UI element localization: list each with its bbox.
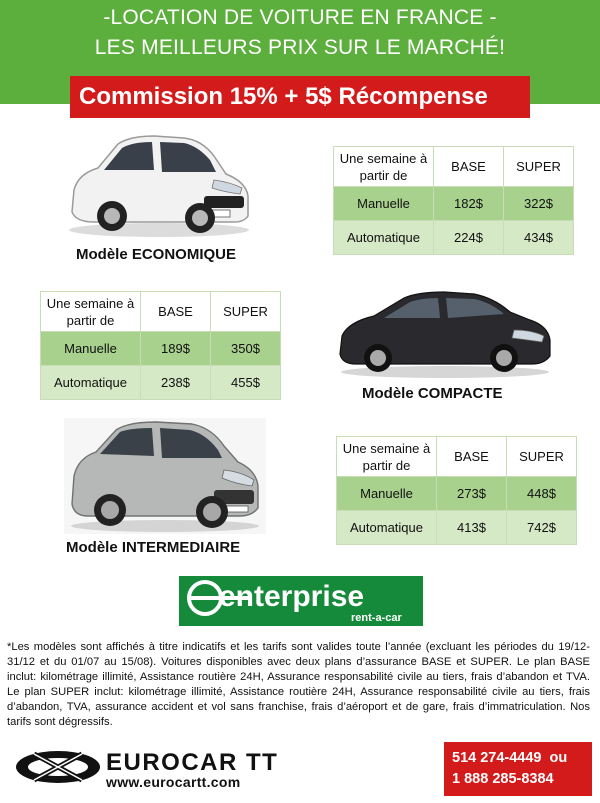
super-price: 455$ [211, 366, 281, 400]
table-header-period: Une semaine à partir de [41, 292, 141, 332]
table-header-base: BASE [434, 147, 504, 187]
row-label: Automatique [334, 221, 434, 255]
table-row [41, 332, 281, 366]
enterprise-e-icon [179, 576, 423, 626]
economique-caption: Modèle ECONOMIQUE [76, 246, 237, 263]
eurocar-url: www.eurocartt.com [106, 774, 241, 790]
table-row [337, 511, 577, 545]
eurocar-logo-icon [14, 748, 102, 786]
super-price: 350$ [211, 332, 281, 366]
compacte-caption: Modèle COMPACTE [362, 385, 503, 402]
super-price: 434$ [504, 221, 574, 255]
table-row [41, 366, 281, 400]
base-price: 182$ [434, 187, 504, 221]
base-price: 189$ [141, 332, 211, 366]
base-price: 413$ [437, 511, 507, 545]
table-header-super: SUPER [504, 147, 574, 187]
table-row [337, 477, 577, 511]
base-price: 224$ [434, 221, 504, 255]
compacte-car-image [334, 290, 556, 380]
intermediaire-car-image [64, 418, 266, 534]
table-header-period: Une semaine à partir de [334, 147, 434, 187]
table-header-base: BASE [141, 292, 211, 332]
table-header-base: BASE [437, 437, 507, 477]
economique-price-table [333, 146, 574, 255]
row-label: Manuelle [337, 477, 437, 511]
enterprise-wordmark: enterprise [219, 580, 365, 613]
row-label: Manuelle [334, 187, 434, 221]
super-price: 448$ [507, 477, 577, 511]
eurocar-name: EUROCAR TT [106, 749, 279, 776]
base-price: 273$ [437, 477, 507, 511]
enterprise-logo [179, 576, 423, 626]
row-label: Manuelle [41, 332, 141, 366]
base-price: 238$ [141, 366, 211, 400]
row-label: Automatique [41, 366, 141, 400]
table-header-super: SUPER [211, 292, 281, 332]
contact-phone-box [444, 742, 592, 796]
phone-number-local: 514 274-4449 ou [452, 750, 568, 766]
table-header-super: SUPER [507, 437, 577, 477]
table-header-period: Une semaine à partir de [337, 437, 437, 477]
promo-banner: Commission 15% + 5$ Récompense [70, 76, 530, 118]
table-row [334, 187, 574, 221]
intermediaire-caption: Modèle INTERMEDIAIRE [66, 539, 241, 556]
super-price: 742$ [507, 511, 577, 545]
row-label: Automatique [337, 511, 437, 545]
table-row [334, 221, 574, 255]
super-price: 322$ [504, 187, 574, 221]
terms-footnote: *Les modèles sont affichés à titre indicatifs et les tarifs sont valides toute l’année (excluant les périodes du 19/12-31/12 et du 01/07 au 15/08). Voitures disponibles avec deux plans d’assurance BASE et SUPER. Le plan BASE inclut: kilométrage illimité, Assistance routière 24H, Assurance responsabilité civile au tiers, frais d’abandon et TVA. Le plan SUPER inclut: kilométrage illimité, Assistance routière 24H, Assurance responsabilité civile au tiers, frais d’abandon, TVA, assurance accident et vol sans franchise, frais d’aéroport et de gare, frais d’immatriculation. Nos tarifs sont dégressifs. [7, 641, 590, 728]
enterprise-tagline: rent-a-car [351, 612, 402, 624]
header-title-line1: -LOCATION DE VOITURE EN FRANCE - [103, 6, 497, 29]
phone-number-tollfree: 1 888 285-8384 [452, 771, 554, 787]
intermediaire-price-table [336, 436, 577, 545]
compacte-price-table [40, 291, 281, 400]
header-title-line2: LES MEILLEURS PRIX SUR LE MARCHÉ! [94, 36, 506, 59]
economique-car-image [64, 130, 254, 240]
